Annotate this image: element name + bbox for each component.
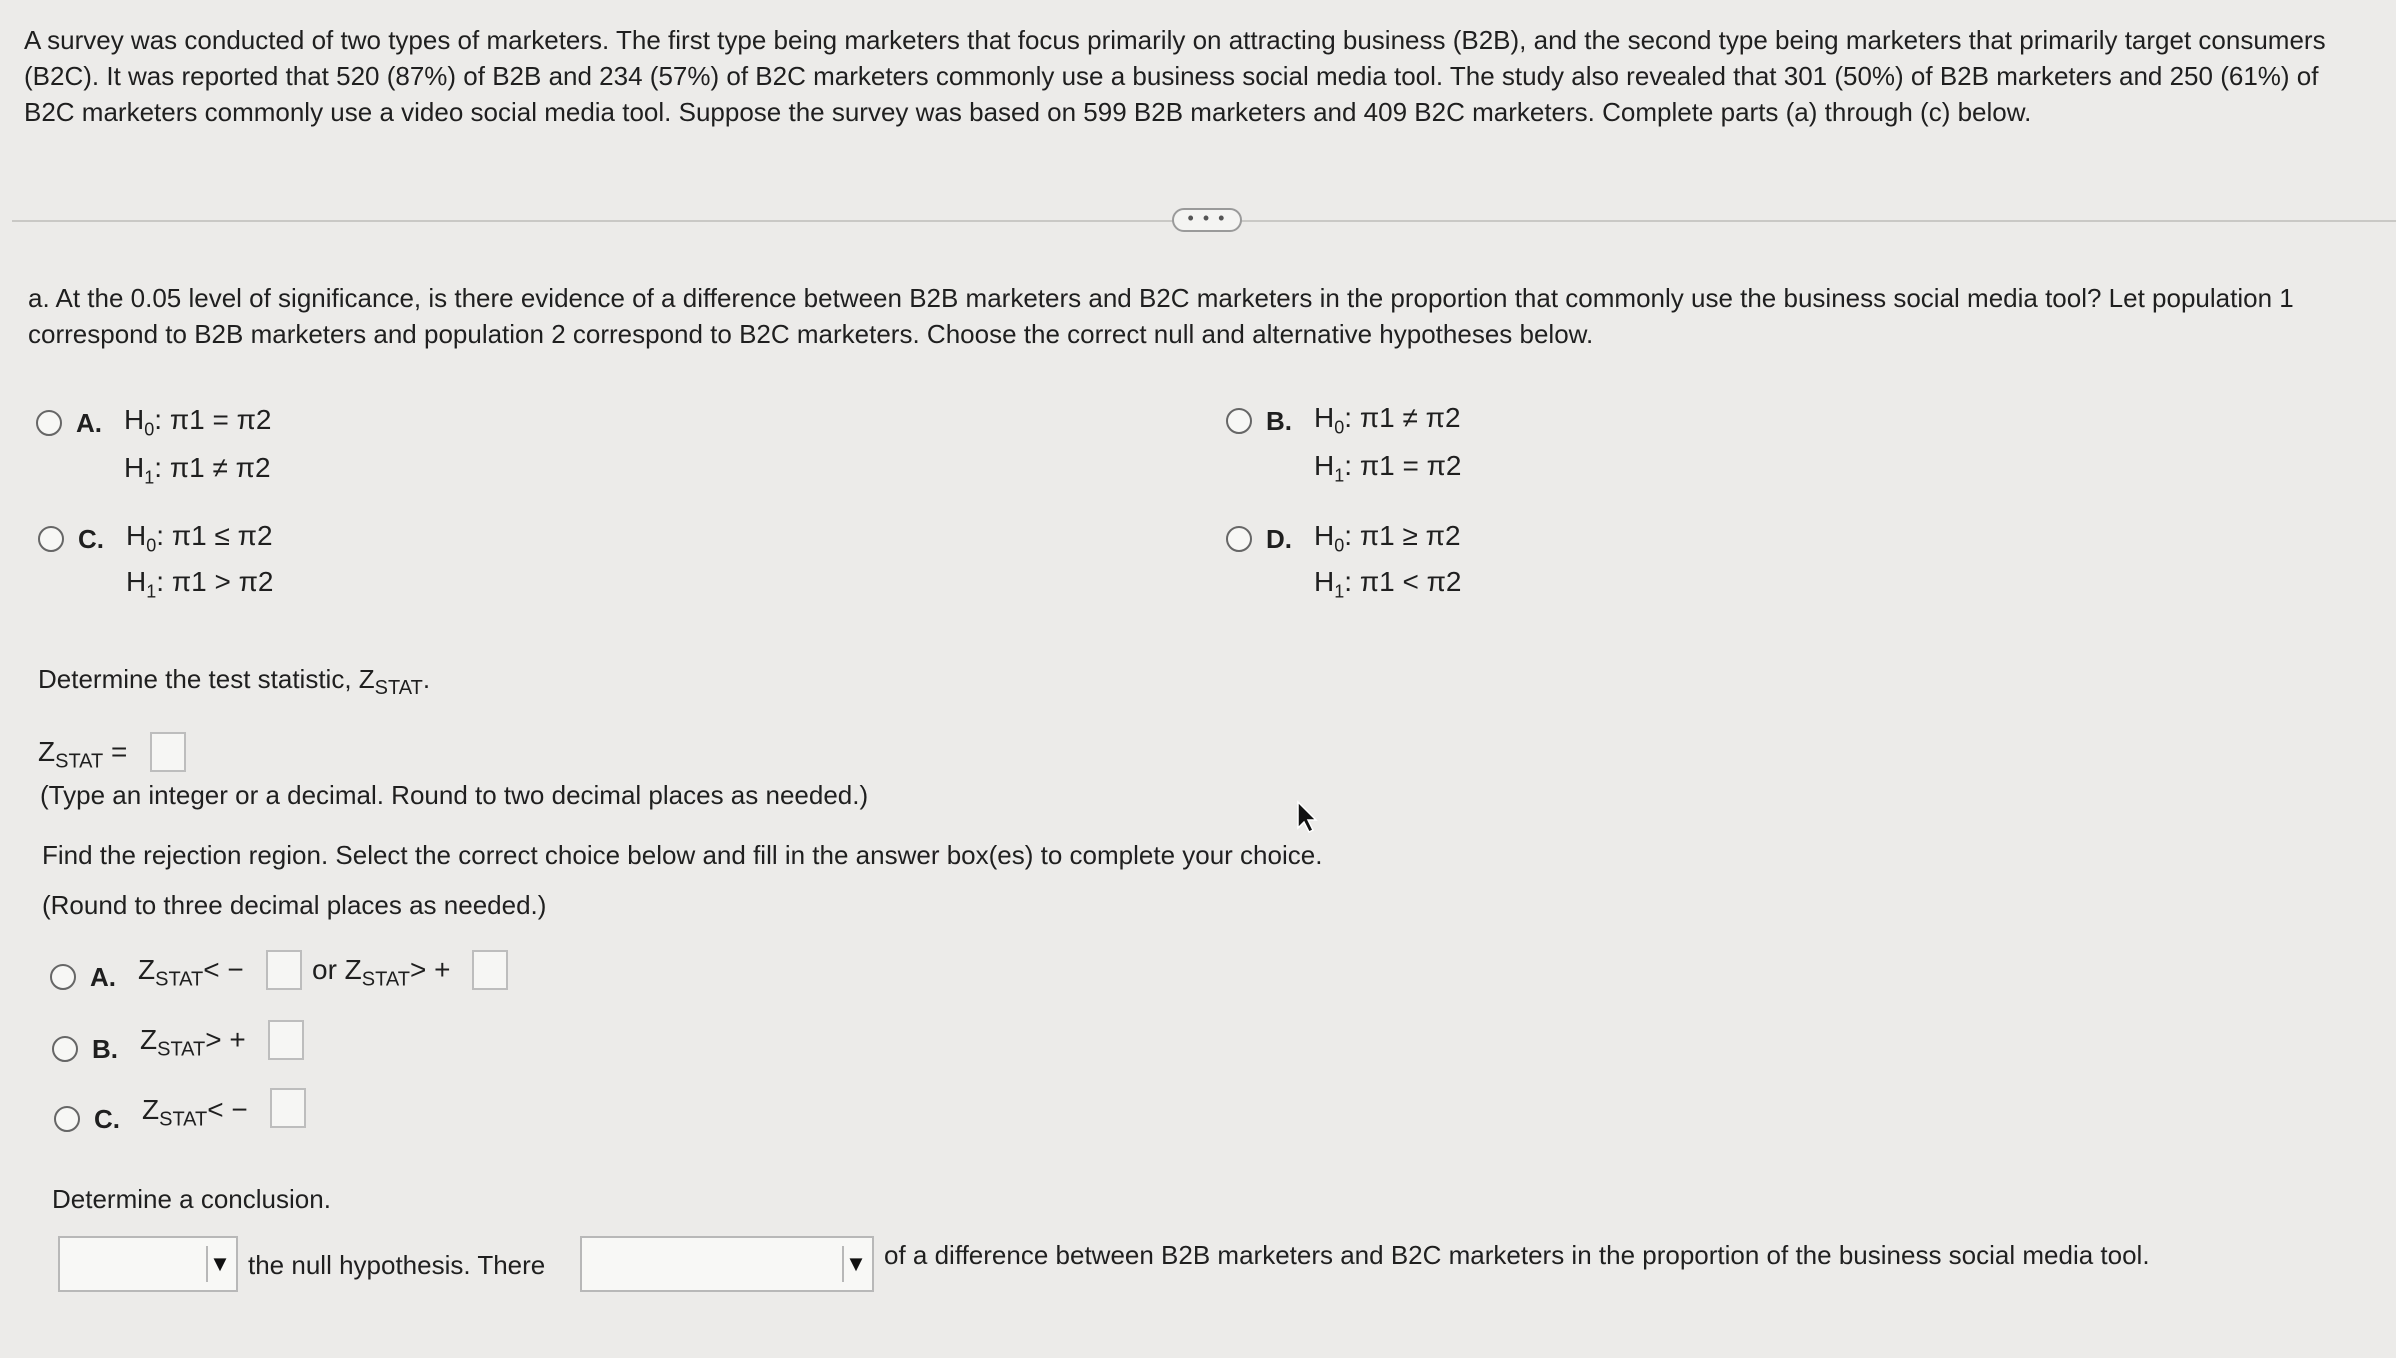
h0-label: H: [1314, 520, 1335, 551]
h0-label: H: [126, 520, 147, 551]
upper-critical-input[interactable]: [472, 950, 508, 990]
option-letter: A.: [76, 408, 102, 438]
alt-hypothesis: $H_1$: π1 < π2: [1314, 566, 1462, 602]
option-letter: C.: [78, 524, 104, 554]
round-three-instruction: (Round to three decimal places as needed.): [42, 890, 547, 920]
h0-label: H: [124, 404, 145, 435]
rejection-expression-a: $Z_{STAT}<$ −: [138, 954, 244, 991]
option-letter: B.: [92, 1034, 118, 1064]
option-letter: D.: [1266, 524, 1292, 554]
reject-decision-dropdown[interactable]: [58, 1236, 238, 1292]
zstat-label: $Z_{STAT}$ =: [38, 736, 128, 773]
conclusion-end-text: of a difference between B2B marketers and B2C marketers in the proportion of the business social media tool.: [884, 1240, 2150, 1270]
conclusion-prompt: Determine a conclusion.: [52, 1184, 331, 1214]
radio-button[interactable]: [38, 526, 64, 552]
option-letter: C.: [94, 1104, 120, 1134]
critical-value-input[interactable]: [270, 1088, 306, 1128]
part-a-question: a. At the 0.05 level of significance, is there evidence of a difference between B2B marketers and B2C marketers in the proportion that commonly use the business social media tool? Let population 1 correspond to B2B marketers and population 2 correspond to B2C marketers. Choose the correct null and alternative hypotheses below.: [28, 283, 2294, 349]
evidence-dropdown[interactable]: [580, 1236, 874, 1292]
rejection-expression-c: $Z_{STAT}<$ −: [142, 1094, 248, 1131]
null-hypothesis: $H_0$: π1 ≥ π2: [1314, 520, 1461, 556]
expand-button[interactable]: • • •: [1172, 208, 1242, 232]
null-hypothesis: $H_0$: π1 ≠ π2: [1314, 402, 1461, 438]
radio-button[interactable]: [1226, 526, 1252, 552]
h0-label: H: [1314, 402, 1335, 433]
h0-expression: π1 ≠ π2: [1359, 402, 1461, 433]
option-letter: A.: [90, 962, 116, 992]
null-hypothesis: $H_0$: π1 = π2: [124, 404, 272, 440]
rejection-expression-b: $Z_{STAT}>$ +: [140, 1024, 246, 1061]
h0-expression: π1 ≤ π2: [171, 520, 273, 551]
h1-expression: π1 > π2: [171, 566, 274, 597]
lower-critical-input[interactable]: [266, 950, 302, 990]
option-letter: B.: [1266, 406, 1292, 436]
critical-value-input[interactable]: [268, 1020, 304, 1060]
alt-hypothesis: $H_1$: π1 = π2: [1314, 450, 1462, 486]
conclusion-middle-text: the null hypothesis. There: [248, 1250, 546, 1280]
radio-button[interactable]: [1226, 408, 1252, 434]
h1-label: H: [1314, 566, 1335, 597]
h0-expression: π1 ≥ π2: [1359, 520, 1461, 551]
h0-expression: π1 = π2: [169, 404, 272, 435]
h1-expression: π1 < π2: [1359, 566, 1462, 597]
dropdown-arrow-icon: ▼: [206, 1246, 232, 1282]
radio-button[interactable]: [36, 410, 62, 436]
alt-hypothesis: $H_1$: π1 > π2: [126, 566, 274, 602]
problem-statement: A survey was conducted of two types of marketers. The first type being marketers that focus primarily on attracting business (B2B), and the second type being marketers that primarily target consumers (B2C). It was reported that 520 (87%) of B2B and 234 (57%) of B2C marketers commonly use a business social media tool. The study also revealed that 301 (50%) of B2B marketers and 250 (61%) of B2C marketers commonly use a video social media tool. Suppose the survey was based on 599 B2B marketers and 409 B2C marketers. Complete parts (a) through (c) below.: [24, 25, 2326, 127]
h1-label: H: [124, 452, 145, 483]
h1-label: H: [1314, 450, 1335, 481]
radio-button[interactable]: [50, 964, 76, 990]
rejection-expression-a-upper: or $Z_{STAT}>$ +: [312, 954, 451, 991]
rejection-prompt: Find the rejection region. Select the correct choice below and fill in the answer box(es) to complete your choice.: [42, 840, 1323, 870]
alt-hypothesis: $H_1$: π1 ≠ π2: [124, 452, 271, 488]
h1-expression: π1 = π2: [1359, 450, 1462, 481]
null-hypothesis: $H_0$: π1 ≤ π2: [126, 520, 273, 556]
h1-expression: π1 ≠ π2: [169, 452, 271, 483]
test-stat-prompt: Determine the test statistic, $Z_{STAT}$.: [38, 664, 431, 700]
h1-label: H: [126, 566, 147, 597]
dropdown-arrow-icon: ▼: [842, 1246, 868, 1282]
mouse-pointer-icon: [1296, 800, 1318, 834]
round-two-instruction: (Type an integer or a decimal. Round to two decimal places as needed.): [40, 780, 869, 810]
zstat-answer-input[interactable]: [150, 732, 186, 772]
radio-button[interactable]: [54, 1106, 80, 1132]
radio-button[interactable]: [52, 1036, 78, 1062]
